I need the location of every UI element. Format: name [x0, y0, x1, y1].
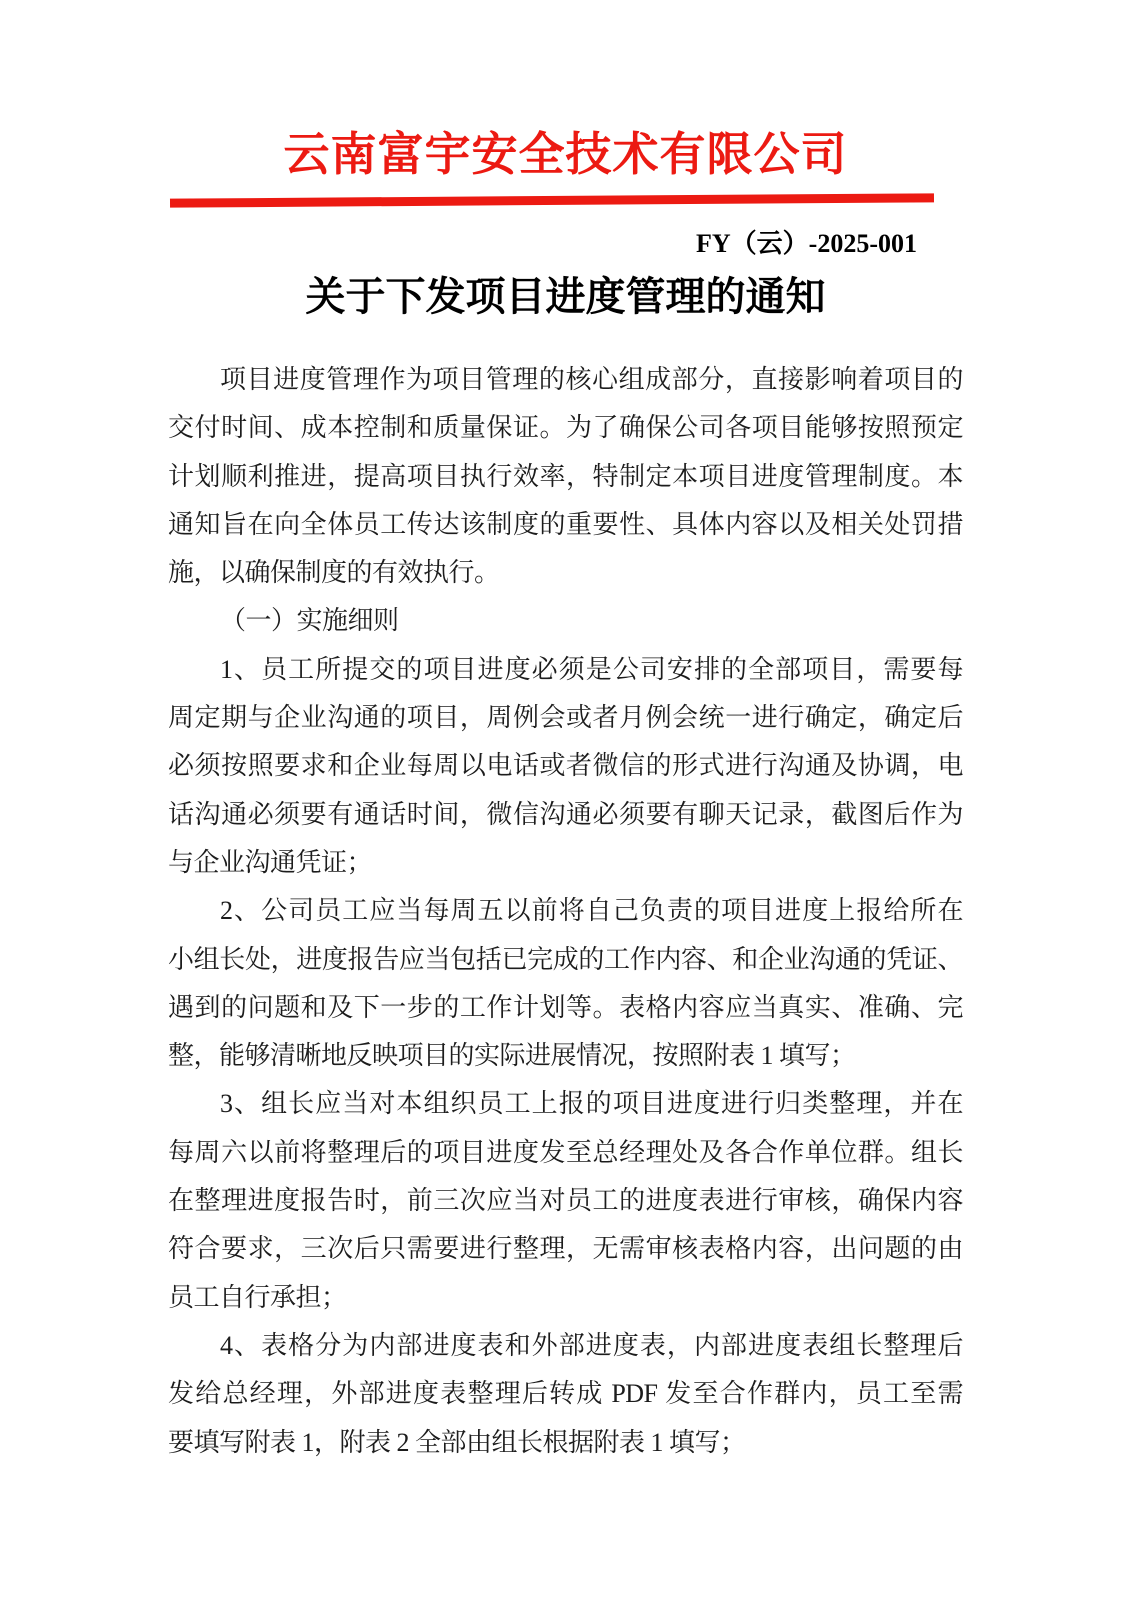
document-body — [168, 356, 963, 1467]
paragraph-line: 3、组长应当对本组织员工上报的项目进度进行归类整理，并在 — [220, 1089, 963, 1119]
paragraph-line: 要填写附表 1，附表 2 全部由组长根据附表 1 填写； — [168, 1427, 746, 1457]
paragraph — [168, 646, 963, 887]
paragraph-line: 通知旨在向全体员工传达该制度的重要性、具体内容以及相关处罚措 — [168, 509, 963, 539]
paragraph-line: 4、表格分为内部进度表和外部进度表，内部进度表组长整理后 — [220, 1330, 963, 1360]
paragraph-line: 在整理进度报告时，前三次应当对员工的进度表进行审核，确保内容 — [168, 1186, 963, 1216]
paragraph-line: （一）实施细则 — [220, 606, 399, 636]
paragraph-line: 交付时间、成本控制和质量保证。为了确保公司各项目能够按照预定 — [168, 413, 963, 443]
paragraph-line: 发给总经理，外部进度表整理后转成 PDF 发至合作群内，员工至需 — [168, 1379, 963, 1409]
paragraph-line: 2、公司员工应当每周五以前将自己负责的项目进度上报给所在 — [220, 896, 963, 926]
paragraph-line: 1、员工所提交的项目进度必须是公司安排的全部项目，需要每 — [220, 654, 963, 684]
paragraph-line: 计划顺利推进，提高项目执行效率，特制定本项目进度管理制度。本 — [168, 461, 963, 491]
header-divider — [170, 193, 934, 207]
paragraph-line: 项目进度管理作为项目管理的核心组成部分，直接影响着项目的 — [220, 365, 963, 394]
paragraph-line: 与企业沟通凭证； — [168, 847, 373, 877]
paragraph-line: 话沟通必须要有通话时间，微信沟通必须要有聊天记录，截图后作为 — [168, 799, 963, 829]
paragraph-line: 必须按照要求和企业每周以电话或者微信的形式进行沟通及协调，电 — [168, 751, 963, 781]
paragraph-line: 符合要求，三次后只需要进行整理，无需审核表格内容，出问题的由 — [168, 1234, 963, 1264]
paragraph-line: 周定期与企业沟通的项目，周例会或者月例会统一进行确定，确定后 — [168, 703, 963, 733]
paragraph — [168, 887, 963, 1080]
paragraph-line: 遇到的问题和及下一步的工作计划等。表格内容应当真实、准确、完 — [168, 992, 963, 1022]
paragraph-line: 施，以确保制度的有效执行。 — [168, 558, 500, 588]
doc-number: FY（云）-2025-001 — [696, 229, 917, 258]
paragraph-line: 每周六以前将整理后的项目进度发至总经理处及各合作单位群。组长 — [168, 1137, 963, 1167]
paragraph — [168, 1322, 963, 1467]
paragraph-line: 员工自行承担； — [168, 1282, 347, 1312]
company-name: 云南富宇安全技术有限公司 — [283, 129, 848, 180]
paragraph-line: 整，能够清晰地反映项目的实际进展情况，按照附表 1 填写； — [168, 1041, 856, 1071]
paragraph-line: 小组长处，进度报告应当包括已完成的工作内容、和企业沟通的凭证、 — [168, 944, 963, 974]
paragraph — [168, 356, 963, 597]
paragraph — [168, 1080, 963, 1321]
document-content — [168, 0, 963, 1467]
section-heading — [168, 597, 963, 645]
document-title: 关于下发项目进度管理的通知 — [305, 274, 826, 319]
